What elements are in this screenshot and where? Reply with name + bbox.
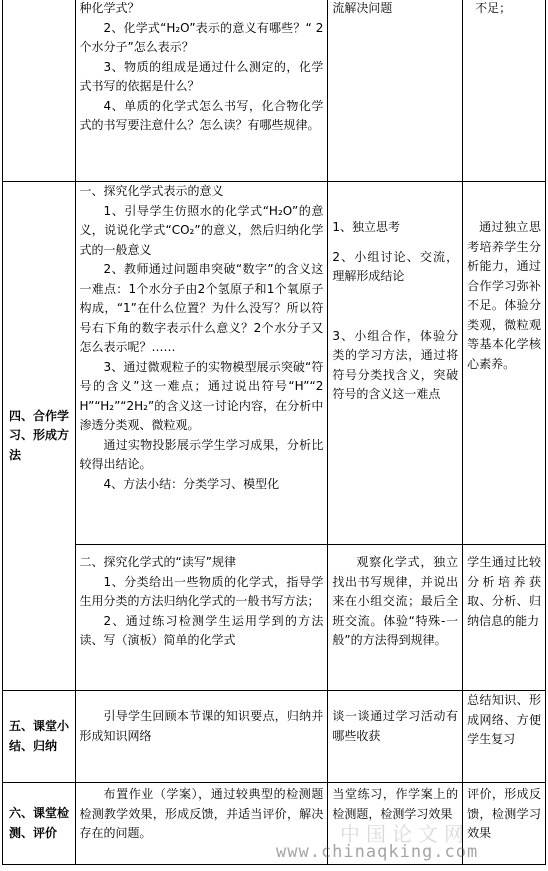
teacher-activity-cell [75, 691, 328, 783]
student-step-1: 1、独立思考 [332, 220, 401, 234]
design-intent-cell [463, 0, 546, 182]
design-intent-cell [463, 182, 546, 545]
student-activity-cell [328, 691, 463, 783]
design-intent-text: 不足； [475, 1, 512, 15]
watermark-cn: 中国论文网 [340, 822, 470, 846]
table-row-summary [3, 691, 546, 783]
lesson-plan-table [2, 0, 546, 865]
section-4-label: 四、合作学习、形成方法 [3, 182, 76, 691]
part-a-step-3: 3、通过微观粒子的实物模型展示突破“符号的含义”这一难点；通过说出符号“H”“2H”“H₂”“2H₂”的含义这一讨论内容，在分析中渗透分类观、微粒观。 [79, 359, 324, 432]
teacher-activity-cell [75, 182, 328, 545]
student-activity-cell [328, 545, 463, 691]
question-3: 3、物质的组成是通过什么测定的，化学式书写的依据是什么？ [79, 59, 324, 93]
part-b-step-1: 1、分类给出一些物质的化学式，指导学生用分类的方法归纳化学式的一般书写方法； [79, 574, 324, 608]
summary-intent-text: 总结知识、形成网络、方便学生复习 [467, 693, 541, 746]
table-row-questions [3, 0, 546, 182]
part-a-step-2: 2、教师通过问题串突破“数字”的含义这一难点：1个水分子由2个氢原子和1个氧原子构成，“1”在什么位置？为什么没写？所以符号右下角的数字表示什么意义？2个水分子又怎么表示呢？…… [79, 262, 324, 354]
student-activity-cell [328, 0, 463, 182]
student-step: 观察化学式，独立找出书写规律，并说出来在小组交流；最后全班交流。体验“特殊-一般”的方法得到规律。 [332, 555, 459, 647]
student-step-3: 3、小组合作，体验分类的学习方法，通过将符号分类找含义，突破符号的含义这一难点 [332, 328, 459, 401]
design-intent-text: 通过独立思考培养学生分析能力，通过合作学习弥补不足。体验分类观，微粒观等基本化学核心素养。 [467, 220, 541, 371]
table-row-explore-meaning [3, 182, 546, 545]
question-4: 4、单质的化学式怎么书写，化合物化学式的书写要注意什么？怎么读？有哪些规律。 [79, 98, 324, 132]
part-a-step-1: 1、引导学生仿照水的化学式“H₂O”的意义，说说化学式“CO₂”的意义，然后归纳化学式的一般意义 [79, 203, 324, 257]
summary-teacher-text: 引导学生回顾本节课的知识要点，归纳并形成知识网络 [79, 709, 324, 743]
questions-cell [75, 0, 328, 182]
part-a-heading: 一、探究化学式表示的意义 [79, 184, 224, 198]
part-a-step-3b: 通过实物投影展示学生学习成果，分析比较得出结论。 [79, 437, 324, 471]
student-activity-text: 流解决问题 [332, 1, 393, 15]
watermark-url: www.chinaqking.com [276, 842, 479, 862]
assessment-teacher-text: 布置作业（学案），通过较典型的检测题检测教学效果，形成反馈，并适当评价，解决存在的问题。 [79, 787, 324, 840]
table-row-read-write-rules [3, 545, 546, 691]
teacher-activity-cell [75, 545, 328, 691]
assessment-intent-text: 评价，形成反馈，检测学习效果 [467, 787, 541, 840]
section-5-label: 五、课堂小结、归纳 [3, 691, 76, 783]
design-intent-cell [463, 545, 546, 691]
part-b-heading: 二、探究化学式的“读写”规律 [79, 555, 236, 569]
summary-student-text: 谈一谈通过学习活动有哪些收获 [332, 709, 459, 743]
part-a-step-4: 4、方法小结：分类学习、模型化 [103, 476, 280, 491]
design-intent-text: 学生通过比较分析培养获取、分析、归纳信息的能力 [467, 555, 541, 628]
student-activity-cell [328, 182, 463, 545]
student-step-2: 2、小组讨论、交流，理解形成结论 [332, 249, 459, 283]
section-cell-empty [3, 0, 76, 182]
section-6-label: 六、课堂检测、评价 [3, 783, 76, 865]
design-intent-cell [463, 691, 546, 783]
question-2: 2、化学式“H₂O”表示的意义有哪些？“ 2个水分子”怎么表示？ [79, 20, 324, 54]
assessment-student-text: 当堂练习，作学案上的检测题，检测学习效果 [332, 787, 459, 821]
question-1-tail: 种化学式？ [79, 1, 140, 15]
part-b-step-2: 2、通过练习检测学生运用学到的方法读、写（演板）简单的化学式 [79, 613, 324, 647]
